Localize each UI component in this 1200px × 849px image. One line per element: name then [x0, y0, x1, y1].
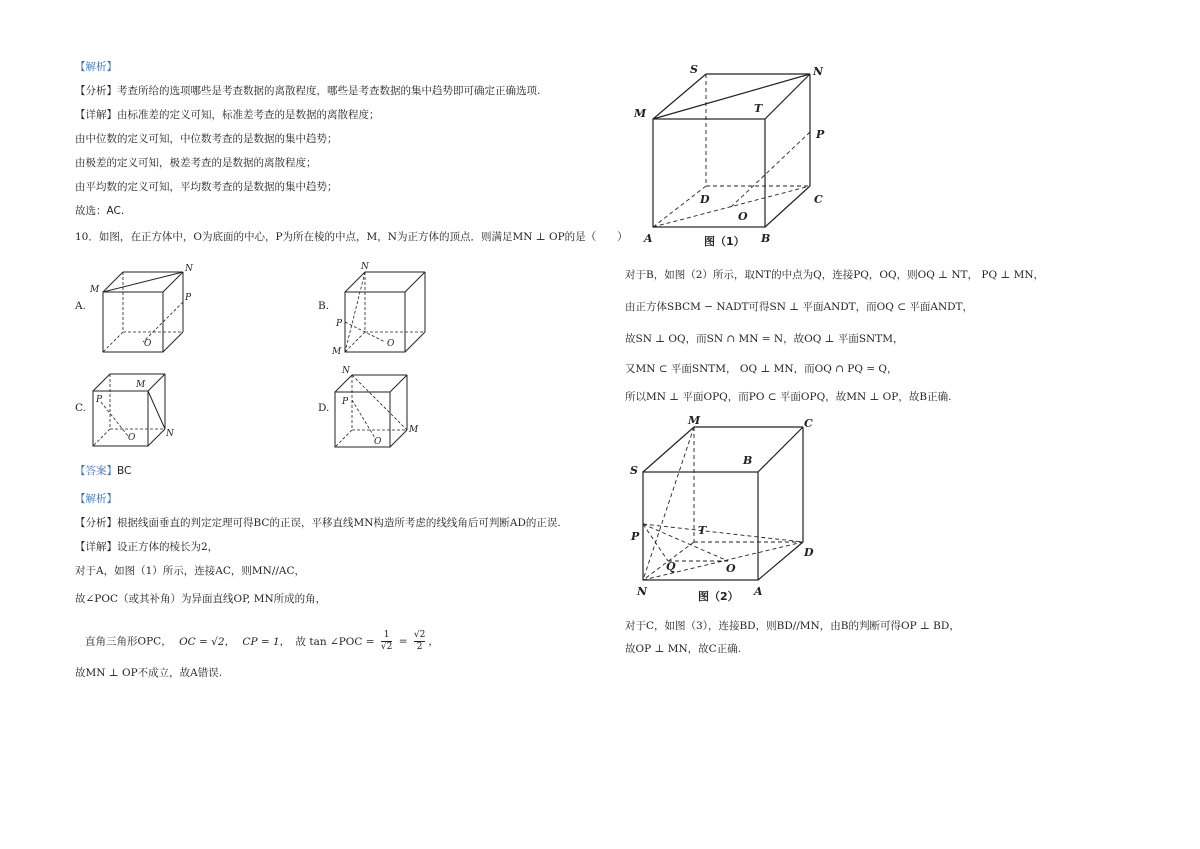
figure-2-cube: [628, 412, 828, 607]
answer-tag: 【答案】: [75, 465, 117, 477]
fig1-label-b: B: [761, 232, 771, 245]
answer-line: [75, 464, 131, 478]
fig2-label-q: Q: [666, 560, 676, 573]
fraction-1-numerator: 1: [381, 630, 392, 642]
option-b-label-n: N: [361, 262, 369, 272]
analysis-line-1: 【分析】考查所给的选项哪些是考查数据的离散程度，哪些是考查数据的集中趋势即可确定正确选项.: [75, 85, 541, 97]
fig2-label-t: T: [698, 524, 707, 537]
fraction-1-denominator: √2: [380, 642, 393, 652]
case-b-line-4: 又MN ⊂ 平面SNTM， OQ ⊥ MN，而OQ ∩ PQ = Q，: [625, 363, 898, 375]
text-line-median: 由中位数的定义可知，中位数考查的是数据的集中趋势；: [75, 133, 338, 145]
text-line-range: 由极差的定义可知，极差考查的是数据的离散程度；: [75, 157, 317, 169]
option-label-b: B.: [318, 300, 330, 312]
formula-prefix: 直角三角形OPC，: [85, 635, 172, 648]
detail-line-2: 【详解】设正方体的棱长为2，: [75, 541, 219, 553]
jiexi-heading-2: 【解析】: [75, 493, 117, 505]
fig2-label-s: S: [630, 464, 638, 477]
fig2-label-b: B: [743, 454, 753, 467]
fig1-label-p: P: [816, 128, 825, 141]
option-d-label-p: P: [342, 397, 349, 407]
fig2-label-a: A: [754, 585, 763, 598]
option-c-label-p: P: [96, 395, 103, 405]
fig2-label-m: M: [688, 414, 701, 427]
detail-line-1: 【详解】由标准差的定义可知，标准差考查的是数据的离散程度；: [75, 109, 380, 121]
question-10: 10．如图，在正方体中，O为底面的中心，P为所在棱的中点，M，N为正方体的顶点．则满足MN ⊥ OP的是（ ）: [75, 231, 628, 243]
option-d-cube-figure: [330, 364, 440, 454]
case-c-line-1: 对于C，如图（3），连接BD，则BD//MN，由B的判断可得OP ⊥ BD，: [625, 620, 960, 632]
text-line-choice: 故选：AC.: [75, 205, 125, 217]
option-c-label-o: O: [128, 433, 136, 443]
fig2-label-c: C: [804, 417, 813, 430]
formula-cp: CP = 1: [242, 635, 280, 648]
fig1-label-a: A: [644, 232, 653, 245]
option-c-cube-figure: [88, 366, 198, 456]
option-label-d: D.: [318, 402, 330, 414]
case-b-line-3: 故SN ⊥ OQ，而SN ∩ MN = N，故OQ ⊥ 平面SNTM，: [625, 333, 904, 345]
option-a-label-o: O: [144, 339, 152, 349]
figure-1-cube: [628, 62, 838, 252]
case-a-line-1: 对于A，如图（1）所示，连接AC，则MN//AC，: [75, 565, 306, 577]
case-b-line-5: 所以MN ⊥ 平面OPQ，而PO ⊂ 平面OPQ，故MN ⊥ OP，故B正确.: [625, 391, 952, 403]
fig1-label-m: M: [634, 107, 647, 120]
option-c-label-m: M: [136, 380, 146, 390]
option-b-label-o: O: [387, 339, 395, 349]
option-a-cube-figure: [88, 260, 198, 360]
fig1-label-t: T: [754, 102, 763, 115]
figure-1-caption: 图（1）: [704, 235, 745, 248]
answer-value: BC: [117, 465, 132, 477]
jiexi-heading-1: 【解析】: [75, 61, 117, 73]
case-c-line-2: 故OP ⊥ MN，故C正确.: [625, 643, 742, 655]
fig1-label-o: O: [738, 210, 748, 223]
option-a-label-n: N: [185, 264, 193, 274]
fig2-label-o: O: [726, 562, 736, 575]
figure-2-caption: 图（2）: [698, 590, 739, 603]
fig1-label-n: N: [813, 65, 824, 78]
case-a-line-2: 故∠POC（或其补角）为异面直线OP, MN所成的角，: [75, 593, 327, 605]
text-line-mean: 由平均数的定义可知，平均数考查的是数据的集中趋势；: [75, 181, 338, 193]
option-d-label-m: M: [409, 425, 419, 435]
formula-equals: =: [398, 635, 408, 648]
option-c-label-n: N: [166, 429, 174, 439]
option-label-a: A.: [75, 300, 86, 312]
option-d-label-o: O: [374, 437, 382, 447]
case-a-conclusion: 故MN ⊥ OP不成立，故A错误.: [75, 667, 223, 679]
option-b-label-m: M: [332, 347, 342, 357]
fig2-label-d: D: [804, 546, 814, 559]
case-a-formula-line: 直角三角形OPC， OC = √2， CP = 1， 故 tan ∠POC = $\frac{1}{√2}$ = $\frac{√2}{2}$ ，: [85, 630, 439, 652]
analysis-line-2: 【分析】根据线面垂直的判定定理可得BC的正误，平移直线MN构造所考虑的线线角后可判断AD的正误.: [75, 517, 561, 529]
option-a-label-p: P: [185, 293, 192, 303]
option-a-label-m: M: [90, 285, 100, 295]
fig1-label-c: C: [814, 193, 823, 206]
fraction-1: [381, 630, 392, 653]
fraction-2-numerator: √2: [413, 630, 426, 640]
case-b-line-2: 由正方体SBCM − NADT可得SN ⊥ 平面ANDT，而OQ ⊂ 平面ANDT，: [625, 301, 974, 313]
formula-oc: OC = √2: [179, 635, 225, 648]
option-label-c: C.: [75, 402, 86, 414]
fig1-label-d: D: [700, 193, 710, 206]
fraction-2-denominator: 2: [416, 642, 423, 652]
fig1-label-s: S: [690, 63, 698, 76]
formula-tan: 故 tan ∠POC =: [295, 635, 375, 648]
fig2-label-n: N: [637, 585, 648, 598]
option-b-label-p: P: [336, 319, 343, 329]
option-d-label-n: N: [342, 366, 350, 376]
case-b-line-1: 对于B，如图（2）所示，取NT的中点为Q，连接PQ，OQ，则OQ ⊥ NT， PQ ⊥ MN，: [625, 269, 1045, 281]
option-b-cube-figure: [330, 260, 440, 360]
fig2-label-p: P: [631, 530, 640, 543]
fraction-2: [414, 630, 425, 653]
